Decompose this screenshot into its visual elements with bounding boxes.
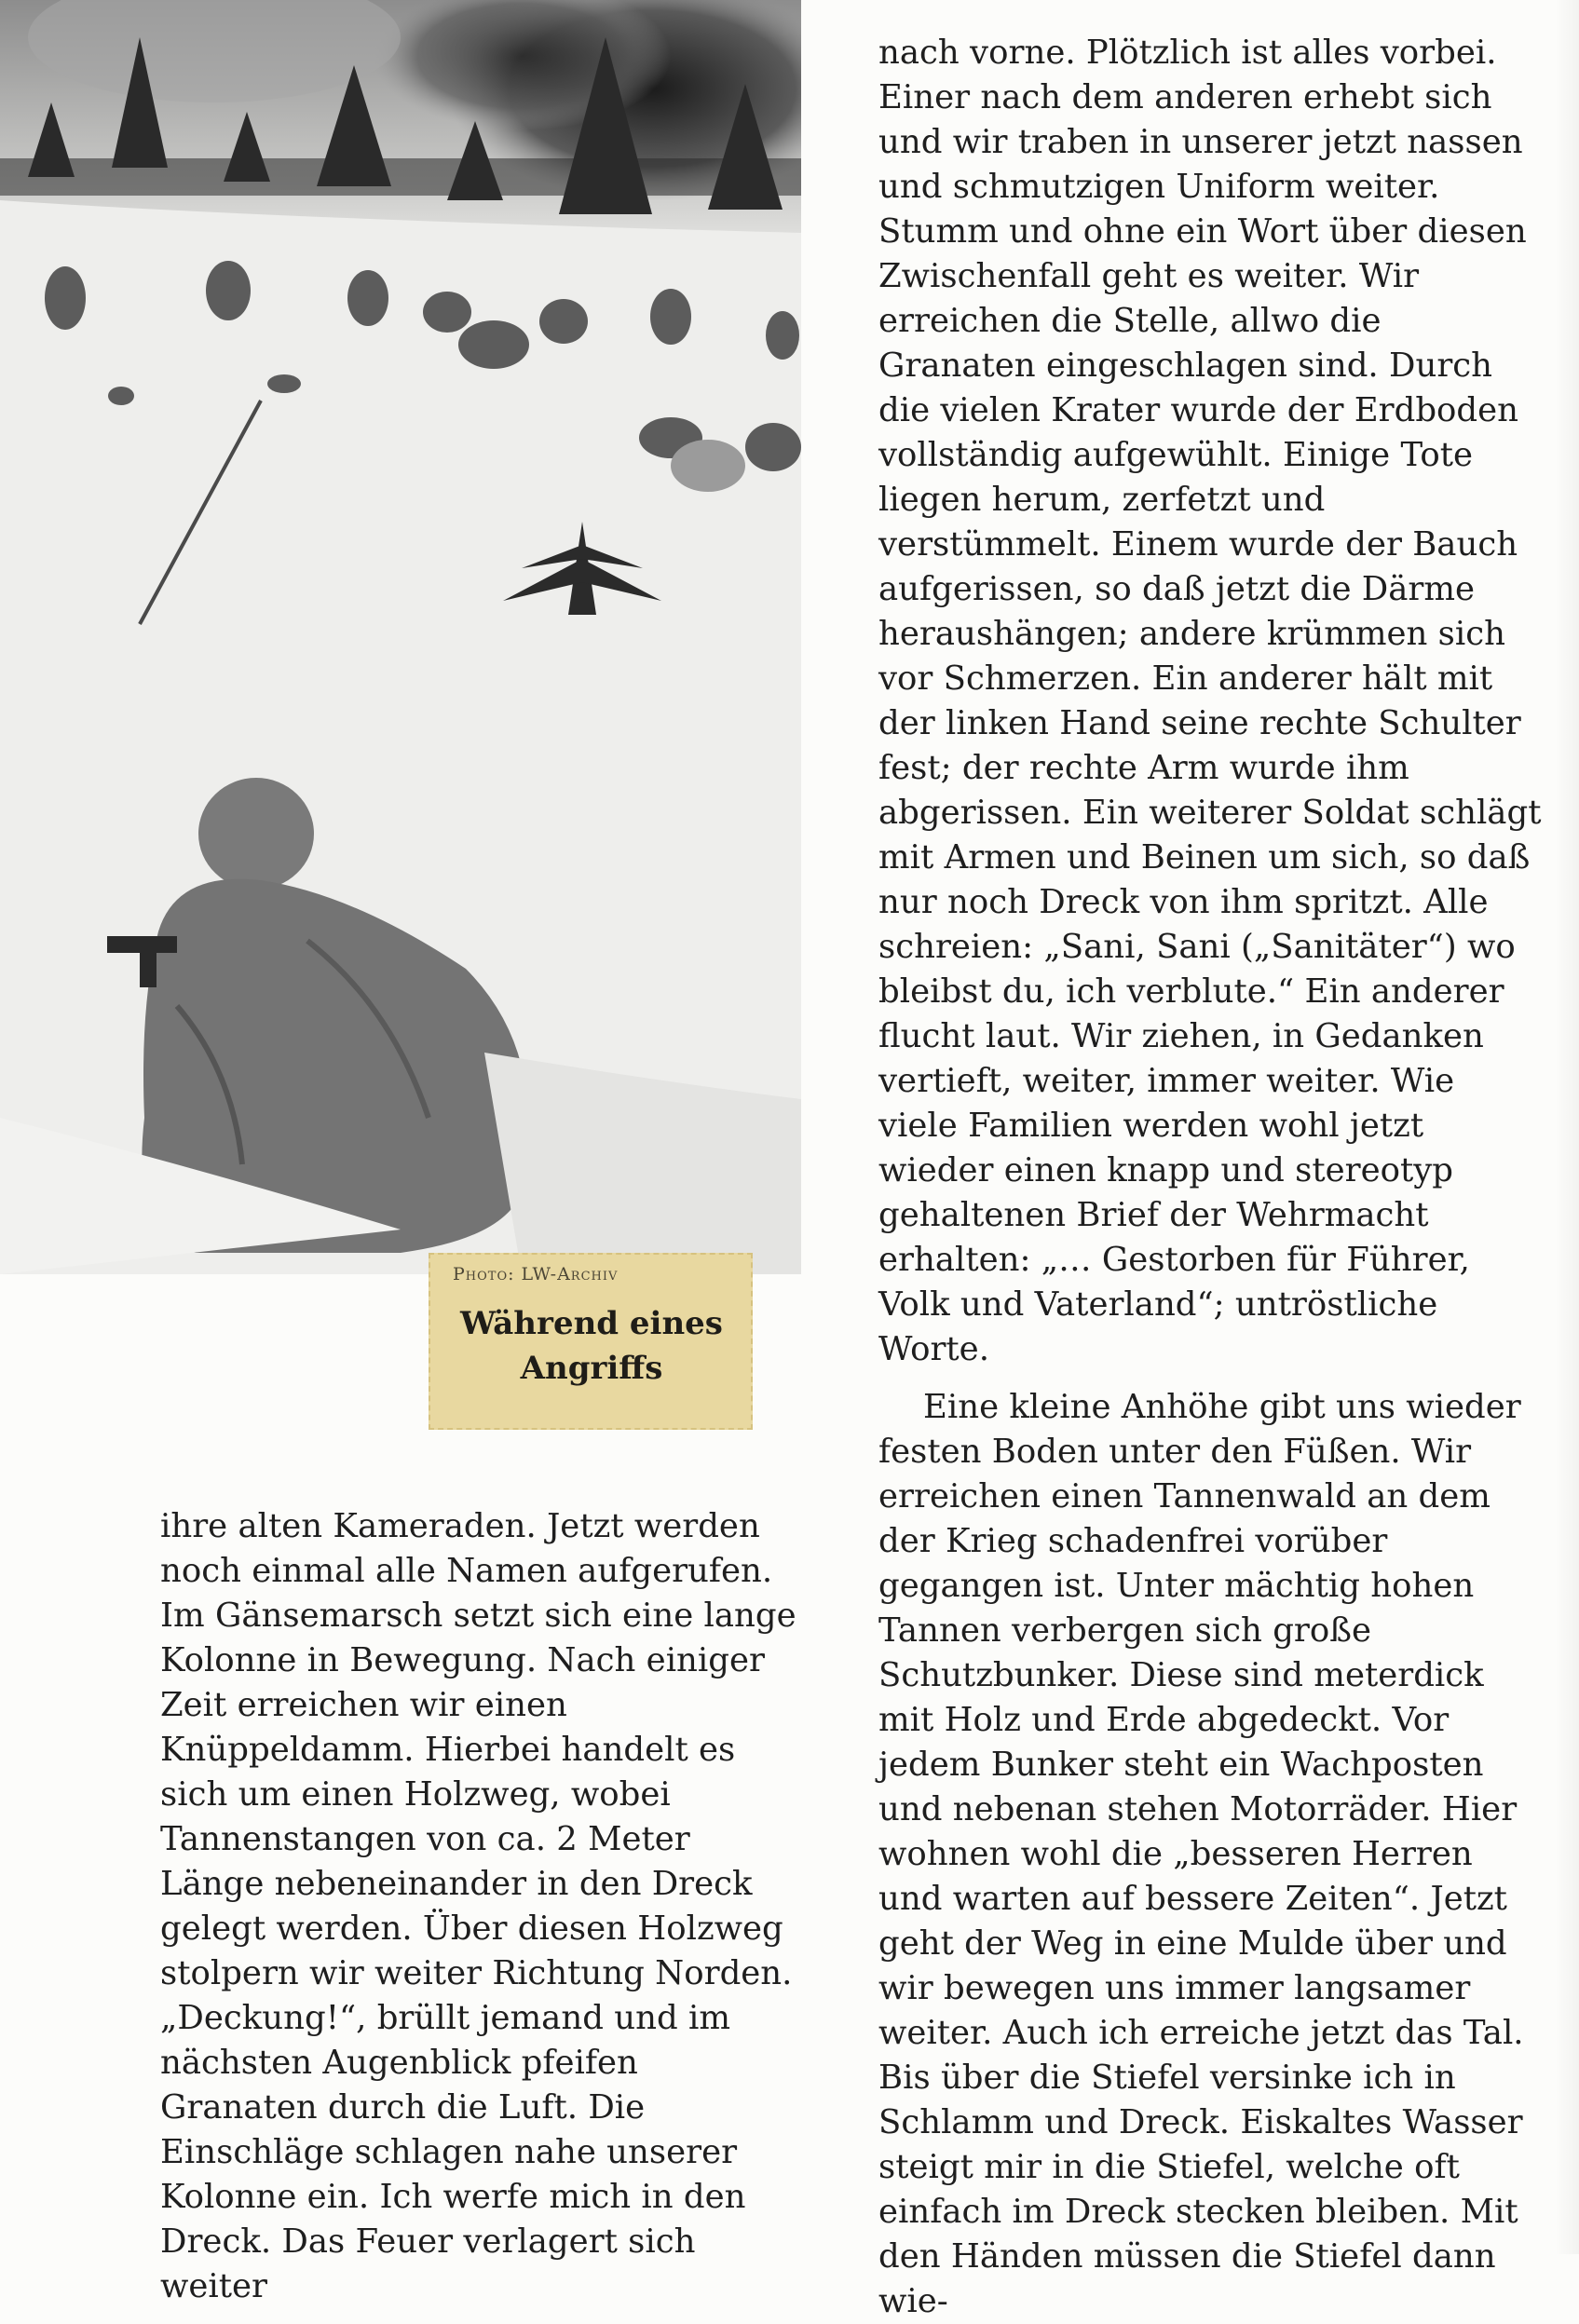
photo-caption: [429, 1253, 753, 1430]
snow-battlefield-image: [0, 0, 801, 1274]
photo-credit: Photo: LW-Archiv: [453, 1264, 619, 1284]
left-text-column: [160, 1504, 803, 2309]
war-photo: [0, 0, 801, 1274]
paragraph: ihre alten Kameraden. Jetzt werden noch einmal alle Namen aufgerufen. Im Gänsemarsch setzt sich eine lange Kolonne in Bewegung. Nach einiger Zeit erreichen wir einen Knüppeldamm. Hierbei handelt es sich um einen Holzweg, wobei Tannenstangen von ca. 2 Meter Länge nebeneinander in den Dreck gelegt werden. Über diesen Holzweg stolpern wir weiter Richtung Norden. „Deckung!“, brüllt jemand und im nächsten Augenblick pfeifen Granaten durch die Luft. Die Einschläge schlagen nahe unserer Kolonne ein. Ich werfe mich in den Dreck. Das Feuer verlagert sich weiter: [160, 1507, 796, 2305]
page-edge-shadow: [1555, 0, 1579, 2254]
paragraph: nach vorne. Plötzlich ist alles vorbei. Einer nach dem anderen erhebt sich und wir traben in unserer jetzt nassen und schmutzigen Uniform weiter. Stumm und ohne ein Wort über diesen Zwischenfall geht es weiter. Wir erreichen die Stelle, allwo die Granaten eingeschlagen sind. Durch die vielen Krater wurde der Erdboden vollständig aufgewühlt. Einige Tote liegen herum, zerfetzt und verstümmelt. Einem wurde der Bauch aufgerissen, so daß jetzt die Därme heraushängen; andere krümmen sich vor Schmerzen. Ein anderer hält mit der linken Hand seine rechte Schulter fest; der rechte Arm wurde ihm abgerissen. Ein weiterer Soldat schlägt mit Armen und Beinen um sich, so daß nur noch Dreck von ihm spritzt. Alle schreien: „Sani, Sani („Sanitäter“) wo bleibst du, ich verblute.“ Ein anderer flucht laut. Wir ziehen, in Gedanken vertieft, weiter, immer weiter. Wie viele Familien werden wohl jetzt wieder einen knapp und stereotyp gehaltenen Brief der Wehrmacht erhalten: „… Gestorben für Führer, Volk und Vaterland“; untröstliche Worte.: [878, 34, 1542, 1368]
caption-title: Während eines Angriffs: [460, 1305, 723, 1387]
right-text-column: [878, 31, 1542, 2324]
paragraph: Eine kleine Anhöhe gibt uns wieder festen Boden unter den Füßen. Wir erreichen einen Tannenwald an dem der Krieg schadenfrei vorüber gegangen ist. Unter mächtig hohen Tannen verbergen sich große Schutzbunker. Diese sind meterdick mit Holz und Erde abgedeckt. Vor jedem Bunker steht ein Wachposten und nebenan stehen Motorräder. Hier wohnen wohl die „besseren Herren und warten auf bessere Zeiten“. Jetzt geht der Weg in eine Mulde über und wir bewegen uns immer langsamer weiter. Auch ich erreiche jetzt das Tal. Bis über die Stiefel versinke ich in Schlamm und Dreck. Eiskaltes Wasser steigt mir in die Stiefel, welche oft einfach im Dreck stecken bleiben. Mit den Händen müssen die Stiefel dann wie-: [878, 1388, 1524, 2320]
